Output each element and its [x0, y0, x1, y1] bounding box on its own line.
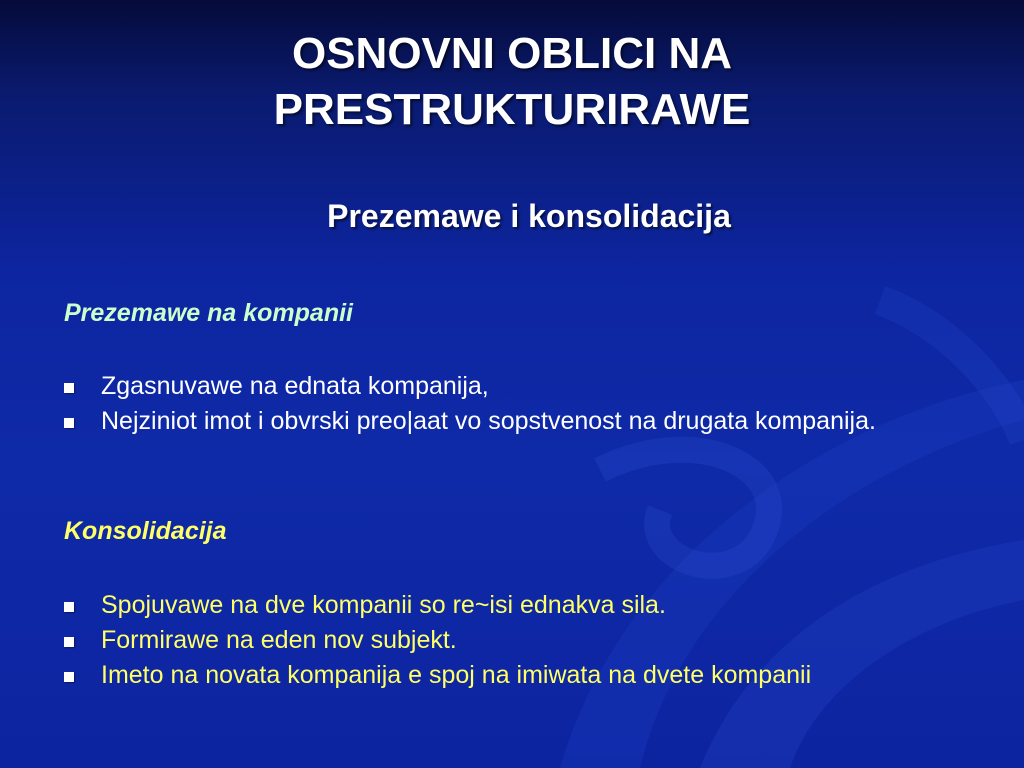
slide-subtitle: Prezemawe i konsolidacija: [327, 198, 731, 234]
title-line-1: OSNOVNI OBLICI NA: [291, 29, 733, 78]
section-heading-consolidation: Konsolidacija: [64, 517, 227, 545]
list-item-text: Nejziniot imot i obvrski preo|aat vo sopstvenost na drugata kompanija.: [101, 407, 876, 435]
takeover-bullet-list: [64, 372, 964, 442]
consolidation-bullet-list: [64, 591, 964, 696]
square-bullet-icon: [64, 637, 74, 647]
list-item: [64, 372, 964, 401]
list-item-text: Spojuvawe na dve kompanii so re~isi ednakva sila.: [101, 591, 666, 619]
list-item: [64, 661, 964, 690]
list-item: [64, 407, 964, 436]
square-bullet-icon: [64, 672, 74, 682]
title-line-2: PRESTRUKTURIRAWE: [273, 85, 751, 134]
list-item: [64, 626, 964, 655]
list-item-text: Zgasnuvawe na ednata kompanija,: [101, 372, 489, 400]
slide-title: [0, 26, 1024, 138]
section-heading-takeover: Prezemawe na kompanii: [64, 299, 354, 327]
list-item: [64, 591, 964, 620]
square-bullet-icon: [64, 383, 74, 393]
square-bullet-icon: [64, 602, 74, 612]
list-item-text: Formirawe na eden nov subjekt.: [101, 626, 457, 654]
square-bullet-icon: [64, 418, 74, 428]
list-item-text: Imeto na novata kompanija e spoj na imiwata na dvete kompanii: [101, 661, 812, 689]
